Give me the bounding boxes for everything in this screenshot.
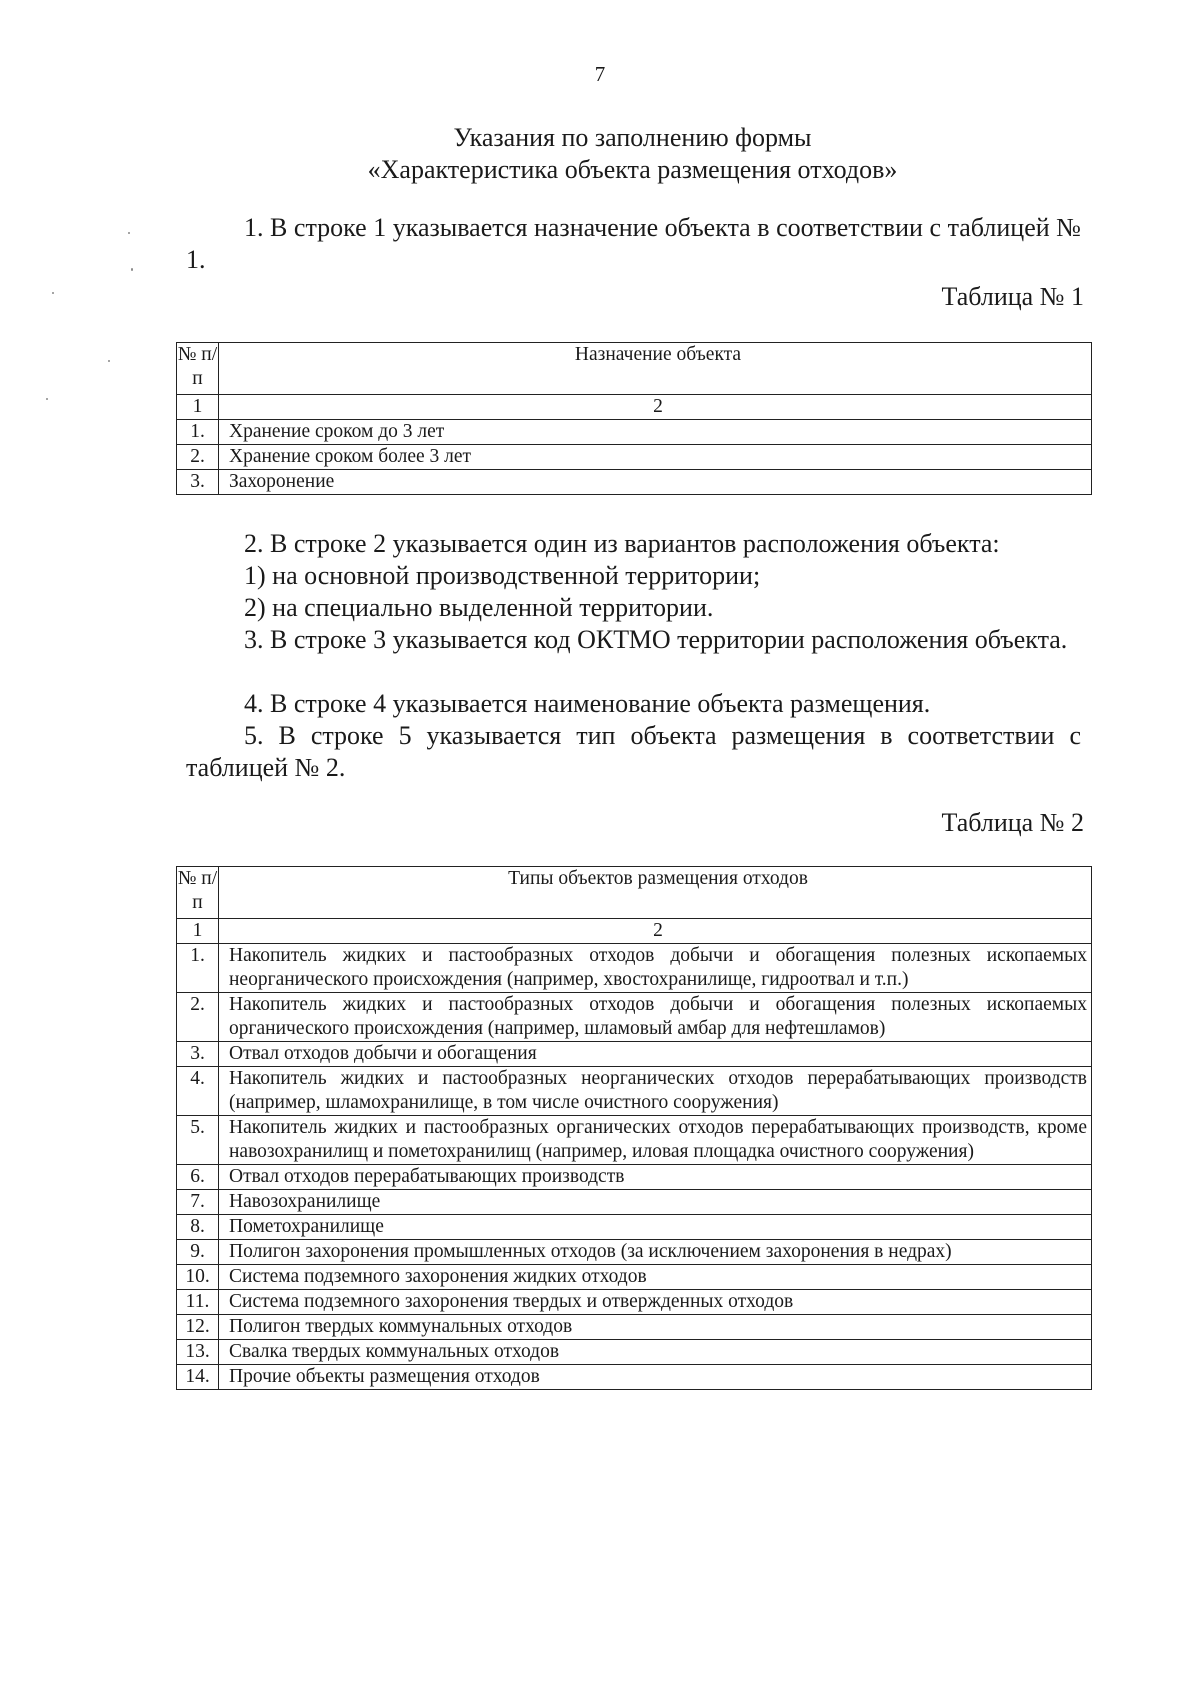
row-number: 5. [177,1116,219,1165]
table-row [177,1240,1092,1265]
row-text: Хранение сроком до 3 лет [219,420,1092,445]
row-text: Захоронение [219,470,1092,495]
table-row [177,1215,1092,1240]
table-2-header-row [177,867,1092,919]
table-1-header-title: Назначение объекта [219,343,1092,395]
scan-speck [46,398,48,400]
table-row [177,1315,1092,1340]
row-text: Хранение сроком более 3 лет [219,445,1092,470]
row-text: Накопитель жидких и пастообразных неорганических отходов перерабатывающих производств (например, шламохранилище, в том числе очистного сооружения) [219,1067,1092,1116]
table-1 [176,342,1092,495]
table-1-index-row [177,395,1092,420]
row-number: 3. [177,1042,219,1067]
table-row [177,944,1092,993]
scan-speck [131,268,133,271]
table-row [177,1042,1092,1067]
row-text: Отвал отходов перерабатывающих производств [219,1165,1092,1190]
row-text: Свалка твердых коммунальных отходов [219,1340,1092,1365]
table-row [177,1165,1092,1190]
row-text: Накопитель жидких и пастообразных отходов добычи и обогащения полезных ископаемых неорганического происхождения (например, хвостохранилище, гидроотвал и т.п.) [219,944,1092,993]
table-2 [176,866,1092,1390]
row-number: 10. [177,1265,219,1290]
table-1-header-row [177,343,1092,395]
table-1-caption: Таблица № 1 [941,282,1084,311]
paragraph-4: 4. В строке 4 указывается наименование объекта размещения. [244,689,931,718]
paragraph-3: 3. В строке 3 указывается код ОКТМО территории расположения объекта. [244,625,1068,654]
paragraph-2: 2. В строке 2 указывается один из вариантов расположения объекта: [244,529,1000,558]
row-number: 1. [177,420,219,445]
row-number: 3. [177,470,219,495]
table-1-index-2: 2 [219,395,1092,420]
table-row [177,1116,1092,1165]
table-row [177,1365,1092,1390]
table-row [177,470,1092,495]
paragraph-2-option-2: 2) на специально выделенной территории. [244,593,714,622]
table-2-index-1: 1 [177,919,219,944]
row-number: 6. [177,1165,219,1190]
document-heading [180,122,1085,186]
table-row [177,1190,1092,1215]
row-number: 9. [177,1240,219,1265]
row-text: Пометохранилище [219,1215,1092,1240]
row-number: 2. [177,445,219,470]
table-2-index-2: 2 [219,919,1092,944]
row-number: 2. [177,993,219,1042]
heading-line-1: Указания по заполнению формы [453,123,812,152]
row-text: Полигон захоронения промышленных отходов (за исключением захоронения в недрах) [219,1240,1092,1265]
paragraph-1: 1. В строке 1 указывается назначение объекта в соответствии с таблицей № 1. [186,213,1081,274]
page-number: 7 [594,62,606,86]
row-text: Система подземного захоронения твердых и отвержденных отходов [219,1290,1092,1315]
row-number: 7. [177,1190,219,1215]
table-row [177,1265,1092,1290]
row-number: 12. [177,1315,219,1340]
table-row [177,1290,1092,1315]
table-1-header-num: № п/п [177,343,219,395]
table-row [177,420,1092,445]
paragraph-5: 5. В строке 5 указывается тип объекта размещения в соответствии с таблицей № 2. [186,721,1081,782]
row-number: 13. [177,1340,219,1365]
table-1-index-1: 1 [177,395,219,420]
row-text: Система подземного захоронения жидких отходов [219,1265,1092,1290]
row-text: Прочие объекты размещения отходов [219,1365,1092,1390]
row-number: 14. [177,1365,219,1390]
row-text: Накопитель жидких и пастообразных отходов добычи и обогащения полезных ископаемых органического происхождения (например, шламовый амбар для нефтешламов) [219,993,1092,1042]
table-2-index-row [177,919,1092,944]
row-text: Отвал отходов добычи и обогащения [219,1042,1092,1067]
table-row [177,445,1092,470]
heading-line-2: «Характеристика объекта размещения отходов» [367,155,898,184]
table-row [177,1067,1092,1116]
scan-speck [128,232,130,234]
scan-speck [108,360,110,362]
row-number: 4. [177,1067,219,1116]
table-row [177,993,1092,1042]
row-number: 1. [177,944,219,993]
row-text: Навозохранилище [219,1190,1092,1215]
table-row [177,1340,1092,1365]
table-2-header-title: Типы объектов размещения отходов [219,867,1092,919]
row-text: Накопитель жидких и пастообразных органических отходов перерабатывающих производств, кроме навозохранилищ и пометохранилищ (например, иловая площадка очистного сооружения) [219,1116,1092,1165]
table-2-caption: Таблица № 2 [941,808,1084,837]
table-2-header-num: № п/п [177,867,219,919]
row-number: 11. [177,1290,219,1315]
scan-speck [52,292,54,294]
row-number: 8. [177,1215,219,1240]
row-text: Полигон твердых коммунальных отходов [219,1315,1092,1340]
paragraph-2-option-1: 1) на основной производственной территории; [244,561,761,590]
